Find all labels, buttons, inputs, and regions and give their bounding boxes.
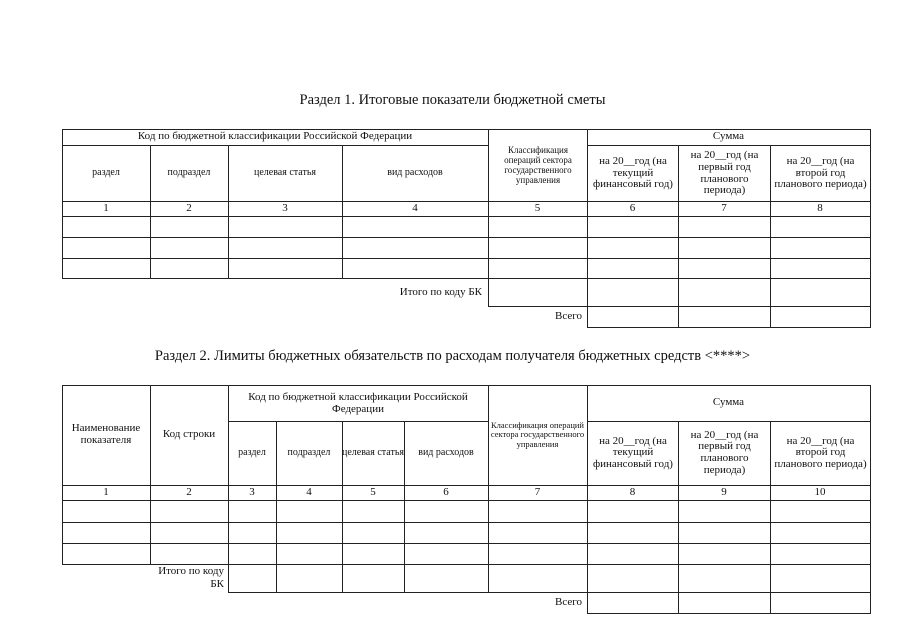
- s2-num-7: 7: [534, 485, 541, 498]
- table-row[interactable]: [62, 258, 870, 278]
- s2-col-year3: на 20__год (на второй год планового периода): [774, 434, 867, 470]
- s2-col-podrazdel: подраздел: [287, 446, 331, 458]
- s2-num-2: 2: [186, 485, 192, 498]
- section1-title: Раздел 1. Итоговые показатели бюджетной сметы: [299, 92, 606, 108]
- s1-vsego-row[interactable]: [587, 306, 870, 327]
- s1-itogo-label: Итого по коду БК: [399, 285, 482, 298]
- s1-col-razdel: раздел: [92, 166, 120, 178]
- s2-col-celevaya: целевая статья: [342, 446, 404, 458]
- section2-title: Раздел 2. Лимиты бюджетных обязательств по расходам получателя бюджетных средств <****>: [154, 348, 751, 364]
- s2-col-name: Наименование показателя: [71, 422, 141, 446]
- s1-num-1: 1: [103, 201, 109, 214]
- s2-col-razdel: раздел: [238, 446, 266, 458]
- s1-col-podrazdel: подраздел: [167, 166, 211, 178]
- s1-num-4: 4: [412, 201, 418, 214]
- s1-bk-header: Код по бюджетной классификации Российской Федерации: [137, 130, 413, 143]
- s1-num-8: 8: [817, 201, 823, 214]
- s2-col-year2: на 20__год (на первый год планового периода): [690, 428, 759, 476]
- s1-itogo-row[interactable]: [488, 278, 870, 306]
- table-row[interactable]: [62, 543, 870, 564]
- s1-num-6: 6: [629, 201, 636, 214]
- s2-num-4: 4: [306, 485, 312, 498]
- s2-col-vid: вид расходов: [418, 446, 474, 458]
- s2-col-year1: на 20__год (на текущий финансовый год): [593, 434, 673, 470]
- s1-col-vid: вид расходов: [387, 166, 443, 178]
- s2-col-code: Код строки: [162, 428, 216, 441]
- s1-vsego-label: Всего: [555, 309, 582, 322]
- s1-num-2: 2: [186, 201, 192, 214]
- s2-num-5: 5: [370, 485, 376, 498]
- s1-col-year1: на 20__год (на текущий финансовый год): [593, 155, 673, 191]
- s2-vsego-row[interactable]: [587, 592, 870, 613]
- s2-num-6: 6: [443, 485, 449, 498]
- s2-num-1: 1: [103, 485, 109, 498]
- s1-col-celevaya: целевая статья: [254, 166, 316, 178]
- s1-col-year3: на 20__год (на второй год планового периода): [774, 155, 867, 191]
- table-row[interactable]: [62, 500, 870, 522]
- s2-num-3: 3: [249, 485, 255, 498]
- s1-num-3: 3: [282, 201, 288, 214]
- s2-itogo-label: Итого по коду БК: [158, 565, 224, 590]
- s2-num-8: 8: [629, 485, 636, 498]
- s2-num-10: 10: [814, 485, 826, 498]
- s2-itogo-row[interactable]: [228, 564, 870, 592]
- s2-col-kosgu: Классификация операций сектора государственного управления: [490, 419, 585, 449]
- table-row[interactable]: [62, 237, 870, 258]
- s2-summa-header: Сумма: [712, 396, 745, 409]
- s1-num-7: 7: [721, 201, 727, 214]
- s1-col-year2: на 20__год (на первый год планового периода): [690, 149, 759, 197]
- s1-col-kosgu: Классификация операций сектора государственного управления: [504, 145, 572, 185]
- s2-num-9: 9: [721, 485, 727, 498]
- s1-summa-header: Сумма: [712, 130, 745, 143]
- s1-num-5: 5: [534, 201, 541, 214]
- s2-vsego-label: Всего: [555, 595, 582, 608]
- table-row[interactable]: [62, 522, 870, 543]
- table-row[interactable]: [62, 216, 870, 237]
- s2-bk-header: Код по бюджетной классификации Российской Федерации: [248, 391, 468, 415]
